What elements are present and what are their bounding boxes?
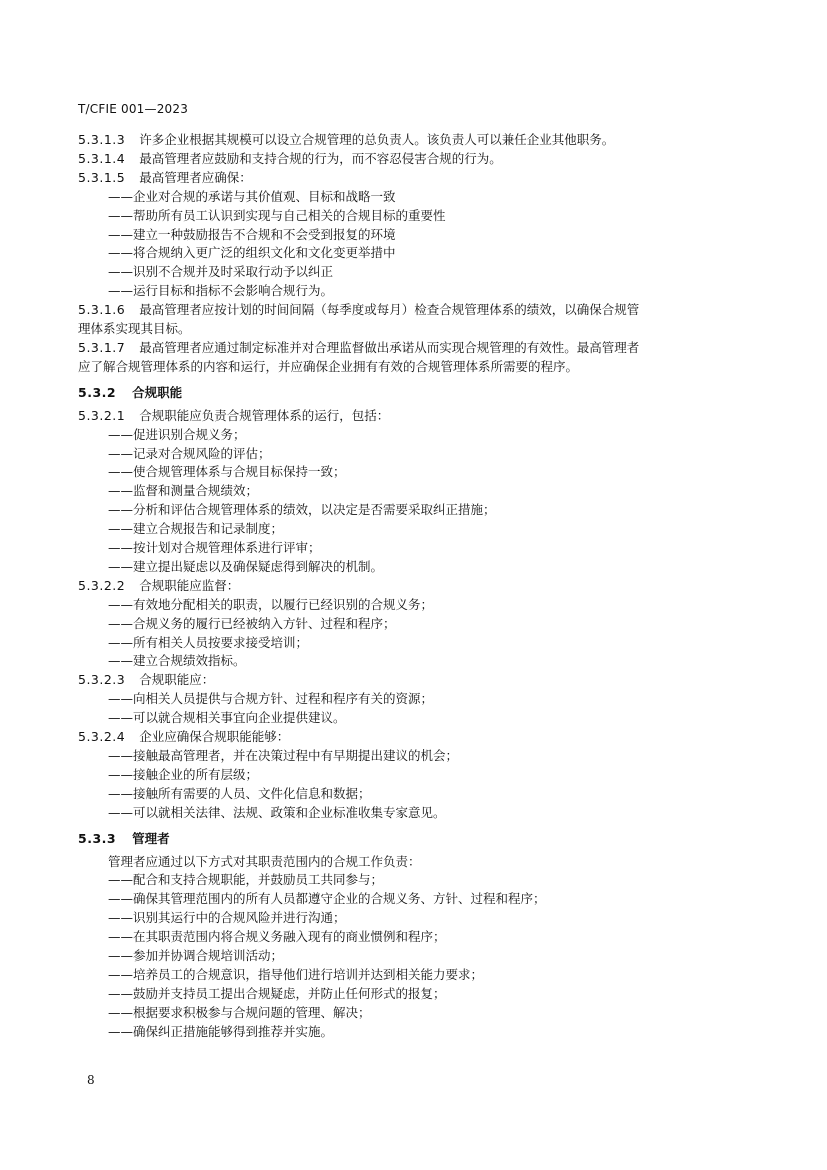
section-heading-5-3-3 — [78, 830, 758, 849]
clause-text: 合规职能应监督： — [139, 577, 240, 593]
clause-5-3-2-2 — [78, 577, 758, 596]
document-header: T/CFIE 001—2023 — [78, 102, 189, 116]
list-item: ——建立一种鼓励报告不合规和不会受到报复的环境 — [108, 226, 396, 242]
clause-5-3-1-3 — [78, 131, 758, 150]
clause-text: 合规职能应： — [139, 672, 215, 688]
clause-number: 5.3.1.6 — [78, 302, 126, 318]
clause-text: 合规职能应负责合规管理体系的运行，包括： — [139, 407, 390, 423]
clause-5-3-2-1 — [78, 407, 758, 426]
clause-5-3-1-6 — [78, 301, 758, 320]
clause-5-3-2-3 — [78, 671, 758, 690]
list-item: ——接触企业的所有层级； — [108, 766, 259, 782]
list-item: ——接触所有需要的人员、文件化信息和数据； — [108, 785, 371, 801]
clause-text: 许多企业根据其规模可以设立合规管理的总负责人。该负责人可以兼任企业其他职务。 — [139, 132, 615, 147]
list-item: ——配合和支持合规职能，并鼓励员工共同参与； — [108, 872, 384, 888]
list-item: ——按计划对合规管理体系进行评审； — [108, 540, 321, 556]
list-item: ——可以就合规相关事宜向企业提供建议。 — [108, 710, 346, 726]
list-item: ——建立合规绩效指标。 — [108, 653, 246, 669]
clause-number: 5.3.1.7 — [78, 339, 126, 355]
clause-number: 5.3.1.5 — [78, 169, 126, 185]
clause-5-3-1-4 — [78, 150, 758, 169]
section-title: 合规职能 — [132, 384, 183, 400]
clause-5-3-1-7 — [78, 339, 758, 358]
list-item: ——参加并协调合规培训活动； — [108, 948, 284, 964]
clause-number: 5.3.2.3 — [78, 672, 126, 688]
list-item: ——向相关人员提供与合规方针、过程和程序有关的资源； — [108, 691, 434, 707]
clause-text: 企业应确保合规职能能够： — [139, 729, 290, 745]
list-item: ——识别其运行中的合规风险并进行沟通； — [108, 910, 346, 926]
clause-number: 5.3.2.1 — [78, 407, 126, 423]
clause-text: 最高管理者应按计划的时间间隔（每季度或每月）检查合规管理体系的绩效，以确保合规管 — [139, 302, 640, 318]
list-item: ——鼓励并支持员工提出合规疑虑，并防止任何形式的报复； — [108, 985, 446, 1001]
clause-text: 最高管理者应鼓励和支持合规的行为，而不容忍侵害合规的行为。 — [139, 150, 502, 166]
list-item: ——监督和测量合规绩效； — [108, 483, 259, 499]
clause-5-3-1-5 — [78, 169, 758, 188]
page-number: 8 — [87, 1073, 95, 1087]
section-number: 5.3.2 — [78, 384, 117, 400]
section-number: 5.3.3 — [78, 830, 117, 846]
list-item: ——建立提出疑虑以及确保疑虑得到解决的机制。 — [108, 558, 384, 574]
list-item: ——在其职责范围内将合规义务融入现有的商业惯例和程序； — [108, 929, 446, 945]
clause-text: 最高管理者应通过制定标准并对合理监督做出承诺从而实现合规管理的有效性。最高管理者 — [139, 339, 640, 355]
clause-5-3-2-4 — [78, 728, 758, 747]
clause-text: 最高管理者应确保： — [139, 169, 252, 185]
section-title: 管理者 — [132, 830, 170, 846]
list-item: ——将合规纳入更广泛的组织文化和文化变更举措中 — [108, 245, 396, 261]
list-item: ——确保其管理范围内的所有人员都遵守企业的合规义务、方针、过程和程序； — [108, 891, 546, 907]
clause-text-continued: 应了解合规管理体系的内容和运行，并应确保企业拥有有效的合规管理体系所需要的程序。 — [78, 358, 579, 374]
list-item: ——接触最高管理者，并在决策过程中有早期提出建议的机会； — [108, 748, 459, 763]
list-item: ——记录对合规风险的评估； — [108, 445, 271, 461]
clause-number: 5.3.2.4 — [78, 729, 126, 745]
list-item: ——可以就相关法律、法规、政策和企业标准收集专家意见。 — [108, 804, 446, 820]
clause-number: 5.3.1.3 — [78, 132, 126, 147]
list-item: ——所有相关人员按要求接受培训； — [108, 634, 309, 650]
list-item: ——培养员工的合规意识，指导他们进行培训并达到相关能力要求； — [108, 966, 484, 982]
list-item: ——合规义务的履行已经被纳入方针、过程和程序； — [108, 615, 396, 631]
clause-number: 5.3.2.2 — [78, 577, 126, 593]
list-item: ——根据要求积极参与合规问题的管理、解决； — [108, 1004, 371, 1020]
list-item: ——建立合规报告和记录制度； — [108, 521, 284, 537]
section-heading-5-3-2 — [78, 384, 758, 403]
page-content — [78, 131, 758, 1042]
list-item: ——运行目标和指标不会影响合规行为。 — [108, 283, 334, 299]
list-item: ——分析和评估合规管理体系的绩效，以决定是否需要采取纠正措施； — [108, 502, 496, 518]
list-item: ——帮助所有员工认识到实现与自己相关的合规目标的重要性 — [108, 207, 446, 223]
clause-number: 5.3.1.4 — [78, 150, 126, 166]
list-item: ——有效地分配相关的职责，以履行已经识别的合规义务； — [108, 596, 434, 612]
list-item: ——识别不合规并及时采取行动予以纠正 — [108, 264, 334, 280]
list-item: ——确保纠正措施能够得到推荐并实施。 — [108, 1023, 334, 1039]
list-item: ——企业对合规的承诺与其价值观、目标和战略一致 — [108, 188, 396, 204]
list-item: ——促进识别合规义务； — [108, 426, 246, 442]
clause-text-continued: 理体系实现其目标。 — [78, 321, 191, 337]
list-item: ——使合规管理体系与合规目标保持一致； — [108, 464, 346, 480]
section-intro: 管理者应通过以下方式对其职责范围内的合规工作负责： — [108, 853, 421, 869]
